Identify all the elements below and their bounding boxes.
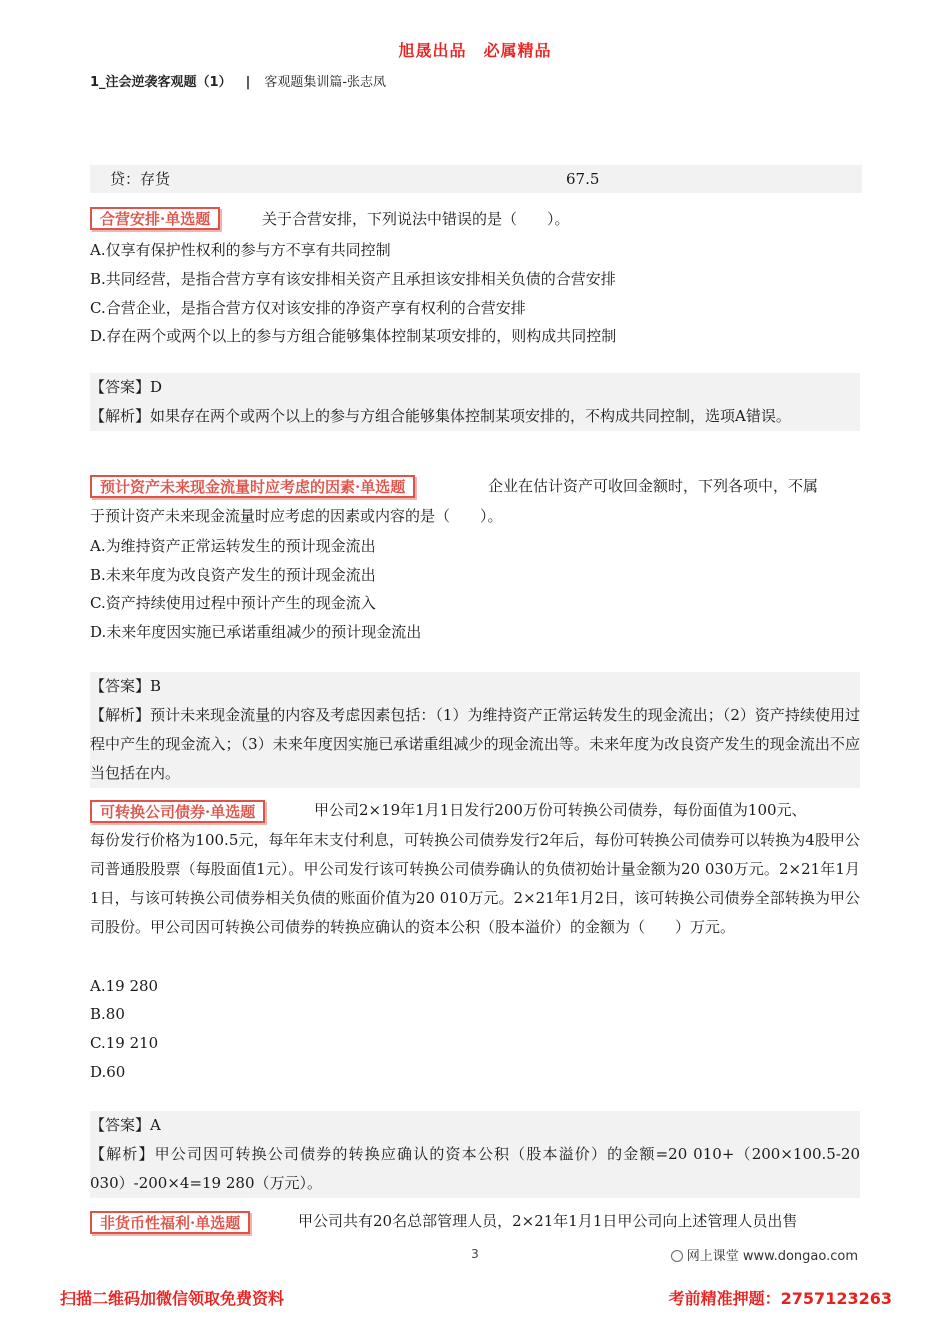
question-3-tag: 可转换公司债券·单选题 <box>90 800 265 823</box>
brand-slogan: 旭晟出品 必属精品 <box>398 41 552 60</box>
q2-analysis: 【解析】预计未来现金流量的内容及考虑因素包括：（1）为维持资产正常运转发生的现金流出；（2）资产持续使用过程中产生的现金流入；（3）未来年度因实施已承诺重组减少的现金流出等。未来年度为改良资产发生的现金流出不应当包括在内。 <box>90 706 860 782</box>
q2-option-b: B.未来年度为改良资产发生的预计现金流出 <box>90 566 376 584</box>
q2-option-a: A.为维持资产正常运转发生的预计现金流出 <box>90 537 376 555</box>
q1-option-a: A.仅享有保护性权利的参与方不享有共同控制 <box>90 241 391 259</box>
journal-entry-row <box>90 165 862 193</box>
q3-analysis: 【解析】甲公司因可转换公司债券的转换应确认的资本公积（股本溢价）的金额=20 010+（200×100.5-20 030）-200×4=19 280（万元）。 <box>90 1145 860 1192</box>
q3-option-d: D.60 <box>90 1063 126 1081</box>
question-2-stem-first: 企业在估计资产可收回金额时，下列各项中，不属 <box>488 477 819 495</box>
q1-option-b: B.共同经营，是指合营方享有该安排相关资产且承担该安排相关负债的合营安排 <box>90 270 616 288</box>
breadcrumb-separator: | <box>245 75 251 90</box>
q1-answer-block <box>90 373 860 431</box>
promo-left: 扫描二维码加微信领取免费资料 <box>60 1289 285 1308</box>
q1-analysis: 【解析】如果存在两个或两个以上的参与方组合能够集体控制某项安排的，不构成共同控制，选项A错误。 <box>90 407 791 425</box>
question-2-stem-rest: 于预计资产未来现金流量时应考虑的因素或内容的是（ ）。 <box>90 507 503 525</box>
breadcrumb <box>90 71 386 90</box>
q2-answer: 【答案】B <box>90 677 162 695</box>
question-4-tag: 非货币性福利·单选题 <box>90 1211 250 1234</box>
doc-title: 1_注会逆袭客观题（1） <box>90 75 232 90</box>
q2-option-d: D.未来年度因实施已承诺重组减少的预计现金流出 <box>90 623 422 641</box>
site-credit: 网上课堂 www.dongao.com <box>671 1245 858 1264</box>
question-3-stem-first: 甲公司2×19年1月1日发行200万份可转换公司债券，每份面值为100元、 <box>314 801 807 819</box>
q1-option-d: D.存在两个或两个以上的参与方组合能够集体控制某项安排的，则构成共同控制 <box>90 327 617 345</box>
page-number: 3 <box>471 1247 479 1261</box>
q1-answer: 【答案】D <box>90 378 163 396</box>
q3-option-a: A.19 280 <box>90 977 159 995</box>
question-4-stem-first: 甲公司共有20名总部管理人员，2×21年1月1日甲公司向上述管理人员出售 <box>298 1212 798 1230</box>
question-3-stem-rest: 每份发行价格为100.5元，每年年末支付利息，可转换公司债券发行2年后，每份可转换公司债券可以转换为4股甲公司普通股股票（每股面值1元）。甲公司发行该可转换公司债券确认的负债初始计量金额为20 030万元。2×21年1月1日，与该可转换公司债券相关负债的账面价值为20 010万元。2×21年1月2日，该可转换公司债券全部转换为甲公司股份。甲公司因可转换公司债券的转换应确认的资本公积（股本溢价）的金额为（ ）万元。 <box>90 831 860 936</box>
question-1-stem: 关于合营安排，下列说法中错误的是（ ）。 <box>262 210 570 228</box>
site-logo-icon <box>671 1250 683 1262</box>
q1-option-c: C.合营企业，是指合营方仅对该安排的净资产享有权利的合营安排 <box>90 299 526 317</box>
q2-option-c: C.资产持续使用过程中预计产生的现金流入 <box>90 594 376 612</box>
q3-answer: 【答案】A <box>90 1116 161 1134</box>
entry-label: 贷：存货 <box>110 170 171 188</box>
question-2-tag: 预计资产未来现金流量时应考虑的因素·单选题 <box>90 475 415 498</box>
question-1-tag: 合营安排·单选题 <box>90 207 220 230</box>
course-name: 客观题集训篇-张志凤 <box>264 75 387 90</box>
promo-right: 考前精准押题：2757123263 <box>668 1289 892 1308</box>
q3-option-b: B.80 <box>90 1005 125 1023</box>
q3-option-c: C.19 210 <box>90 1034 159 1052</box>
q2-answer-block <box>90 672 860 788</box>
q3-answer-block <box>90 1111 860 1198</box>
entry-amount: 67.5 <box>566 170 600 188</box>
